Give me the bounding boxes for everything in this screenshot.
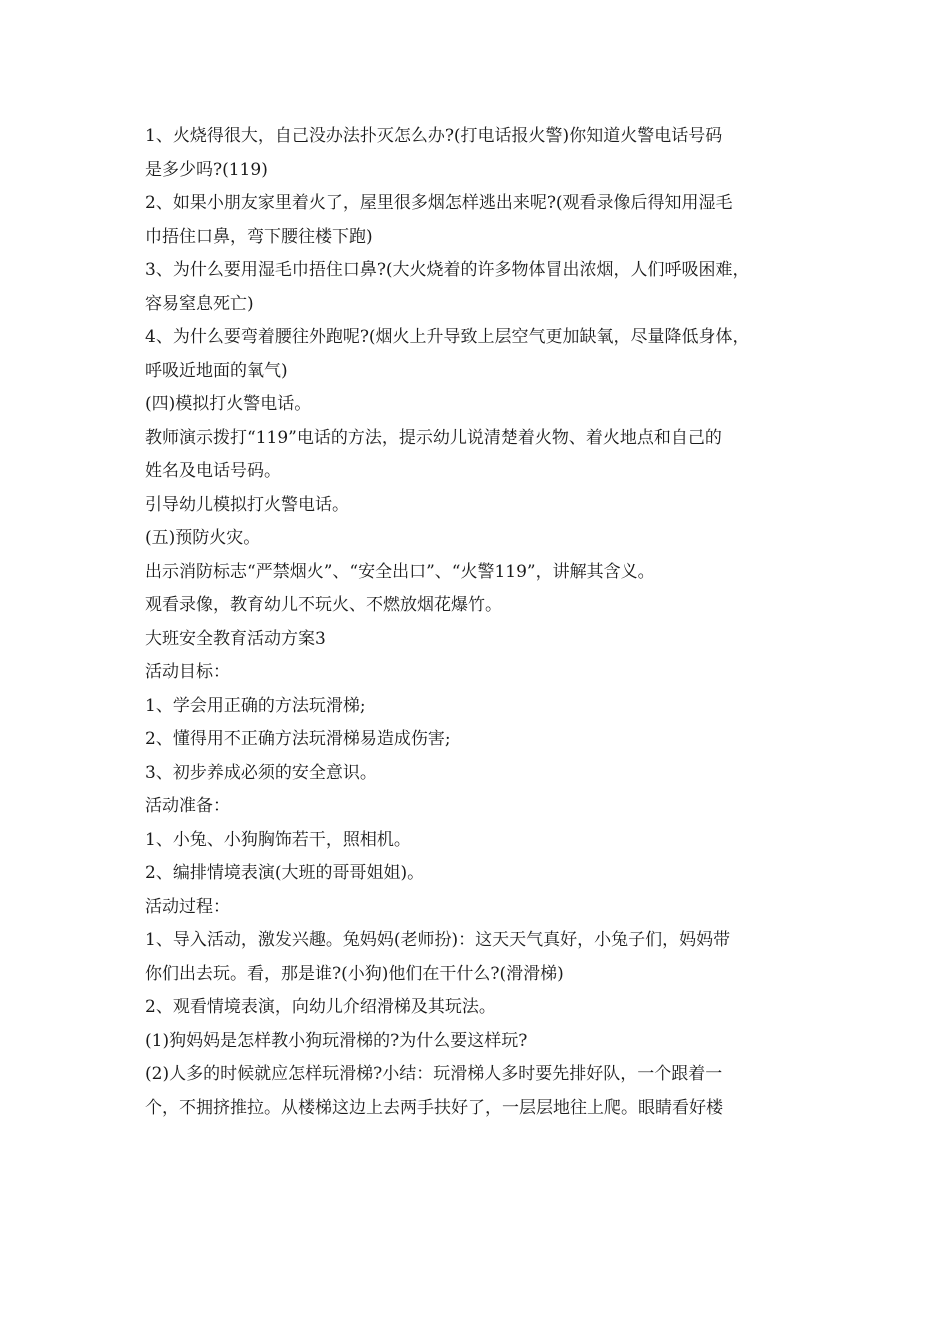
text-line: 你们出去玩。看，那是谁?(小狗)他们在干什么?(滑滑梯) xyxy=(145,963,564,984)
text-line: (2)人多的时候就应怎样玩滑梯?小结：玩滑梯人多时要先排好队，一个跟着一 xyxy=(145,1064,723,1084)
text-line: 1、小兔、小狗胸饰若干，照相机。 xyxy=(145,829,411,850)
text-line: 1、导入活动，激发兴趣。兔妈妈(老师扮)：这天天气真好，小兔子们，妈妈带 xyxy=(145,930,731,950)
section-heading: 活动准备： xyxy=(145,796,230,816)
text-line: (1)狗妈妈是怎样教小狗玩滑梯的?为什么要这样玩? xyxy=(145,1030,528,1051)
section-heading: (五)预防火灾。 xyxy=(145,528,261,548)
text-line: 个，不拥挤推拉。从楼梯这边上去两手扶好了，一层层地往上爬。眼睛看好楼 xyxy=(145,1097,723,1118)
text-line: 引导幼儿模拟打火警电话。 xyxy=(145,494,349,515)
text-line: 1、学会用正确的方法玩滑梯; xyxy=(145,695,366,716)
text-line: 2、懂得用不正确方法玩滑梯易造成伤害; xyxy=(145,729,451,749)
section-heading: 活动目标： xyxy=(145,662,230,682)
document-title: 大班安全教育活动方案3 xyxy=(145,628,326,649)
section-heading: 活动过程： xyxy=(145,896,230,917)
text-line: 巾捂住口鼻，弯下腰往楼下跑) xyxy=(145,226,373,247)
text-line: 1、火烧得很大，自己没办法扑灭怎么办?(打电话报火警)你知道火警电话号码 xyxy=(145,126,723,146)
text-line: 出示消防标志“严禁烟火”、“安全出口”、“火警119”，讲解其含义。 xyxy=(145,561,655,582)
text-line: 3、为什么要用湿毛巾捂住口鼻?(大火烧着的许多物体冒出浓烟，人们呼吸困难， xyxy=(145,260,750,280)
section-heading: (四)模拟打火警电话。 xyxy=(145,394,312,414)
text-line: 2、编排情境表演(大班的哥哥姐姐)。 xyxy=(145,863,425,883)
text-line: 观看录像，教育幼儿不玩火、不燃放烟花爆竹。 xyxy=(145,595,502,615)
text-line: 姓名及电话号码。 xyxy=(145,461,281,481)
text-line: 2、观看情境表演，向幼儿介绍滑梯及其玩法。 xyxy=(145,997,496,1017)
text-line: 是多少吗?(119) xyxy=(145,159,268,180)
text-line: 2、如果小朋友家里着火了，屋里很多烟怎样逃出来呢?(观看录像后得知用湿毛 xyxy=(145,193,733,213)
text-line: 3、初步养成必须的安全意识。 xyxy=(145,762,377,783)
text-line: 容易窒息死亡) xyxy=(145,293,254,314)
text-line: 4、为什么要弯着腰往外跑呢?(烟火上升导致上层空气更加缺氧，尽量降低身体， xyxy=(145,327,750,347)
document-body xyxy=(145,120,825,1125)
text-line: 教师演示拨打“119”电话的方法，提示幼儿说清楚着火物、着火地点和自己的 xyxy=(145,427,722,448)
text-line: 呼吸近地面的氧气) xyxy=(145,360,288,381)
